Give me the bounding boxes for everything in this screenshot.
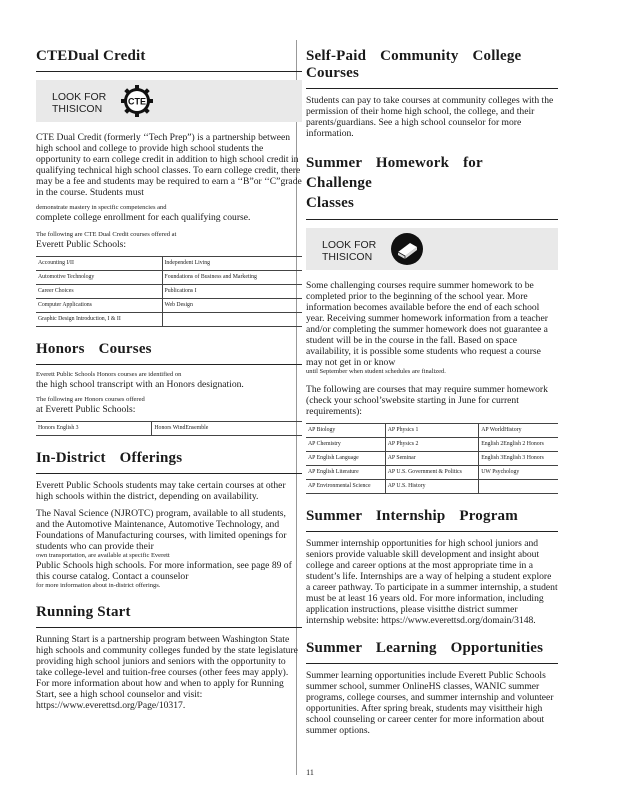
table-row [36, 271, 302, 285]
table-cell: Automotive Technology [36, 271, 162, 285]
table-cell: English 2English 2 Honors [479, 438, 558, 452]
table-row [306, 424, 558, 438]
table-cell: Publications I [162, 285, 302, 299]
in-district-section [36, 442, 302, 590]
honors-paragraph: the high school transcript with an Honors designation. [36, 379, 244, 390]
table-cell: Independent Living [162, 257, 302, 271]
table-cell: AP U.S. Government & Politics [385, 466, 479, 480]
table-row [306, 466, 558, 480]
table-row [36, 285, 302, 299]
summer-learning-section [306, 632, 558, 736]
table-cell: Accounting I/II [36, 257, 162, 271]
cte-paragraph-tail: complete college enrollment for each qualifying course. [36, 212, 251, 223]
table-cell: AP Physics 1 [385, 424, 479, 438]
honors-small-text: Everett Public Schools Honors courses are identified on [36, 371, 182, 378]
right-column [306, 40, 558, 742]
left-column [36, 40, 302, 717]
look-for-line-1: LOOK FOR [52, 91, 107, 103]
table-cell: AP Biology [306, 424, 385, 438]
summer-learning-paragraph: Summer learning opportunities include Everett Public Schools summer school, summer OnlineHS classes, WANIC summer programs, college courses, and summer internship and volunteer opportunities. After spring break, students may visittheir high school counseling or career center for more information about summer options. [306, 670, 554, 736]
summer-internship-paragraph: Summer internship opportunities for high school juniors and seniors provide valuable skill development and insight about college and career options at the most appropriate time in a student’s life. Internships are a way of helping a student explore a career pathway. To participate in a summer internship, a student must be at least 16 years old. For more information, including application instructions, please visitthe district summer internship website: https://www.everettsd.org/domain/3148. [306, 538, 558, 626]
book-icon [390, 232, 424, 266]
table-cell: Graphic Design Introduction, I & II [36, 313, 162, 327]
table-cell: UW Psychology [479, 466, 558, 480]
cte-icon-text: CTE [128, 96, 146, 107]
table-cell: AP English Literature [306, 466, 385, 480]
table-cell: AP Seminar [385, 452, 479, 466]
look-for-icon-banner [36, 80, 302, 122]
look-for-line-1: LOOK FOR [322, 239, 377, 251]
summer-internship-heading: Summer Internship Program [306, 500, 558, 532]
in-district-paragraph: Everett Public Schools students may take certain courses at other high schools within the district, depending on availability. [36, 480, 286, 502]
summer-learning-heading: Summer Learning Opportunities [306, 632, 558, 664]
table-cell: AP Chemistry [306, 438, 385, 452]
cte-list-intro-small: The following are CTE Dual Credit courses offered at [36, 231, 177, 238]
table-row [36, 257, 302, 271]
honors-course-table [36, 421, 302, 436]
table-cell: Web Design [162, 299, 302, 313]
summer-internship-section [306, 500, 558, 626]
cte-list-intro: Everett Public Schools: [36, 239, 127, 250]
summer-homework-section [306, 145, 558, 494]
self-paid-paragraph: Students can pay to take courses at community colleges with the permission of their home high school, the college, and their parents/guardians. See a high school counselor for more information. [306, 95, 554, 139]
honors-heading: Honors Courses [36, 333, 302, 365]
in-district-small-text-2: for more information about in-district offerings. [36, 582, 161, 589]
cte-section [36, 40, 302, 327]
table-cell: AP Physics 2 [385, 438, 479, 452]
page-number: 11 [306, 768, 314, 777]
table-row [306, 438, 558, 452]
in-district-small-text: own transportation, are available at specific Everett [36, 552, 170, 559]
cte-heading: CTEDual Credit [36, 40, 302, 72]
cte-course-table [36, 256, 302, 327]
cte-gear-icon [120, 84, 154, 118]
table-cell: AP U.S. History [385, 480, 479, 494]
in-district-paragraph-tail: Public Schools high schools. For more information, see page 89 of this course catalog. Contact a counselor [36, 560, 292, 582]
honors-list-intro-small: The following are Honors courses offered [36, 396, 145, 403]
table-row [36, 299, 302, 313]
table-cell: AP Environmental Science [306, 480, 385, 494]
table-cell: Foundations of Business and Marketing [162, 271, 302, 285]
look-for-label [52, 91, 106, 115]
table-row [36, 422, 302, 436]
honors-list-intro: at Everett Public Schools: [36, 404, 136, 415]
in-district-heading: In-District Offerings [36, 442, 302, 474]
summer-homework-paragraph: Some challenging courses require summer homework to be completed prior to the beginning of the school year. More information becomes available before the end of each school year. Receiving summer homework information from a teacher and/or completing the summer homework does not guarantee a student will be in the course in the fall. Based on space availability, it is possible some students who request a course may not get in or know [306, 280, 548, 368]
summer-homework-heading-line-2: Classes [306, 195, 355, 211]
table-cell: AP WorldHistory [479, 424, 558, 438]
table-cell [479, 480, 558, 494]
table-row [36, 313, 302, 327]
table-cell: AP English Language [306, 452, 385, 466]
table-cell: Career Choices [36, 285, 162, 299]
self-paid-heading: Self-Paid Community College Courses [306, 40, 558, 89]
table-cell: English 3English 3 Honors [479, 452, 558, 466]
cte-paragraph: CTE Dual Credit (formerly ‘‘Tech Prep”) is a partnership between high school and college to provide high school students the opportunity to earn college credit in addition to high school credit in qualifying technical high school classes. To earn college credit, there may be a fee and students may be required to earn a ‘‘B”or ‘‘C”grade in the course. Students must [36, 132, 302, 198]
look-for-icon-banner [306, 228, 558, 270]
summer-homework-course-table [306, 423, 558, 494]
table-cell [162, 313, 302, 327]
table-row [306, 452, 558, 466]
summer-homework-list-intro: The following are courses that may require summer homework (check your school’swebsite starting in June for current requirements): [306, 384, 548, 417]
table-cell: Honors English 3 [36, 422, 152, 436]
self-paid-section [306, 40, 558, 139]
summer-homework-heading-line-1: Summer Homework for Challenge [306, 155, 483, 191]
cte-small-text: demonstrate mastery in specific competencies and [36, 204, 167, 211]
summer-homework-heading [306, 145, 558, 220]
look-for-line-2: THISICON [52, 103, 103, 115]
look-for-line-2: THISICON [322, 251, 373, 263]
look-for-label [322, 239, 376, 263]
running-start-paragraph: Running Start is a partnership program between Washington State high schools and community colleges funded by the state legislature providing high school juniors and seniors with the opportunity to take college-level and tuition-free courses (other fees may apply). For more information about how and when to apply for Running Start, see a high school counselor and visit: https://www.everettsd.org/Page/10317. [36, 634, 298, 711]
honors-section [36, 333, 302, 436]
table-cell: Computer Applications [36, 299, 162, 313]
summer-homework-small-text: until September when student schedules are finalized. [306, 368, 446, 375]
table-cell: Honors WindEnsemble [152, 422, 302, 436]
running-start-section [36, 596, 302, 711]
in-district-paragraph-2: The Naval Science (NJROTC) program, available to all students, and the Automotive Maintenance, Automotive Technology, and Foundations of Manufacturing courses, with limited openings for students who can provide their [36, 508, 287, 552]
table-row [306, 480, 558, 494]
running-start-heading: Running Start [36, 596, 302, 628]
